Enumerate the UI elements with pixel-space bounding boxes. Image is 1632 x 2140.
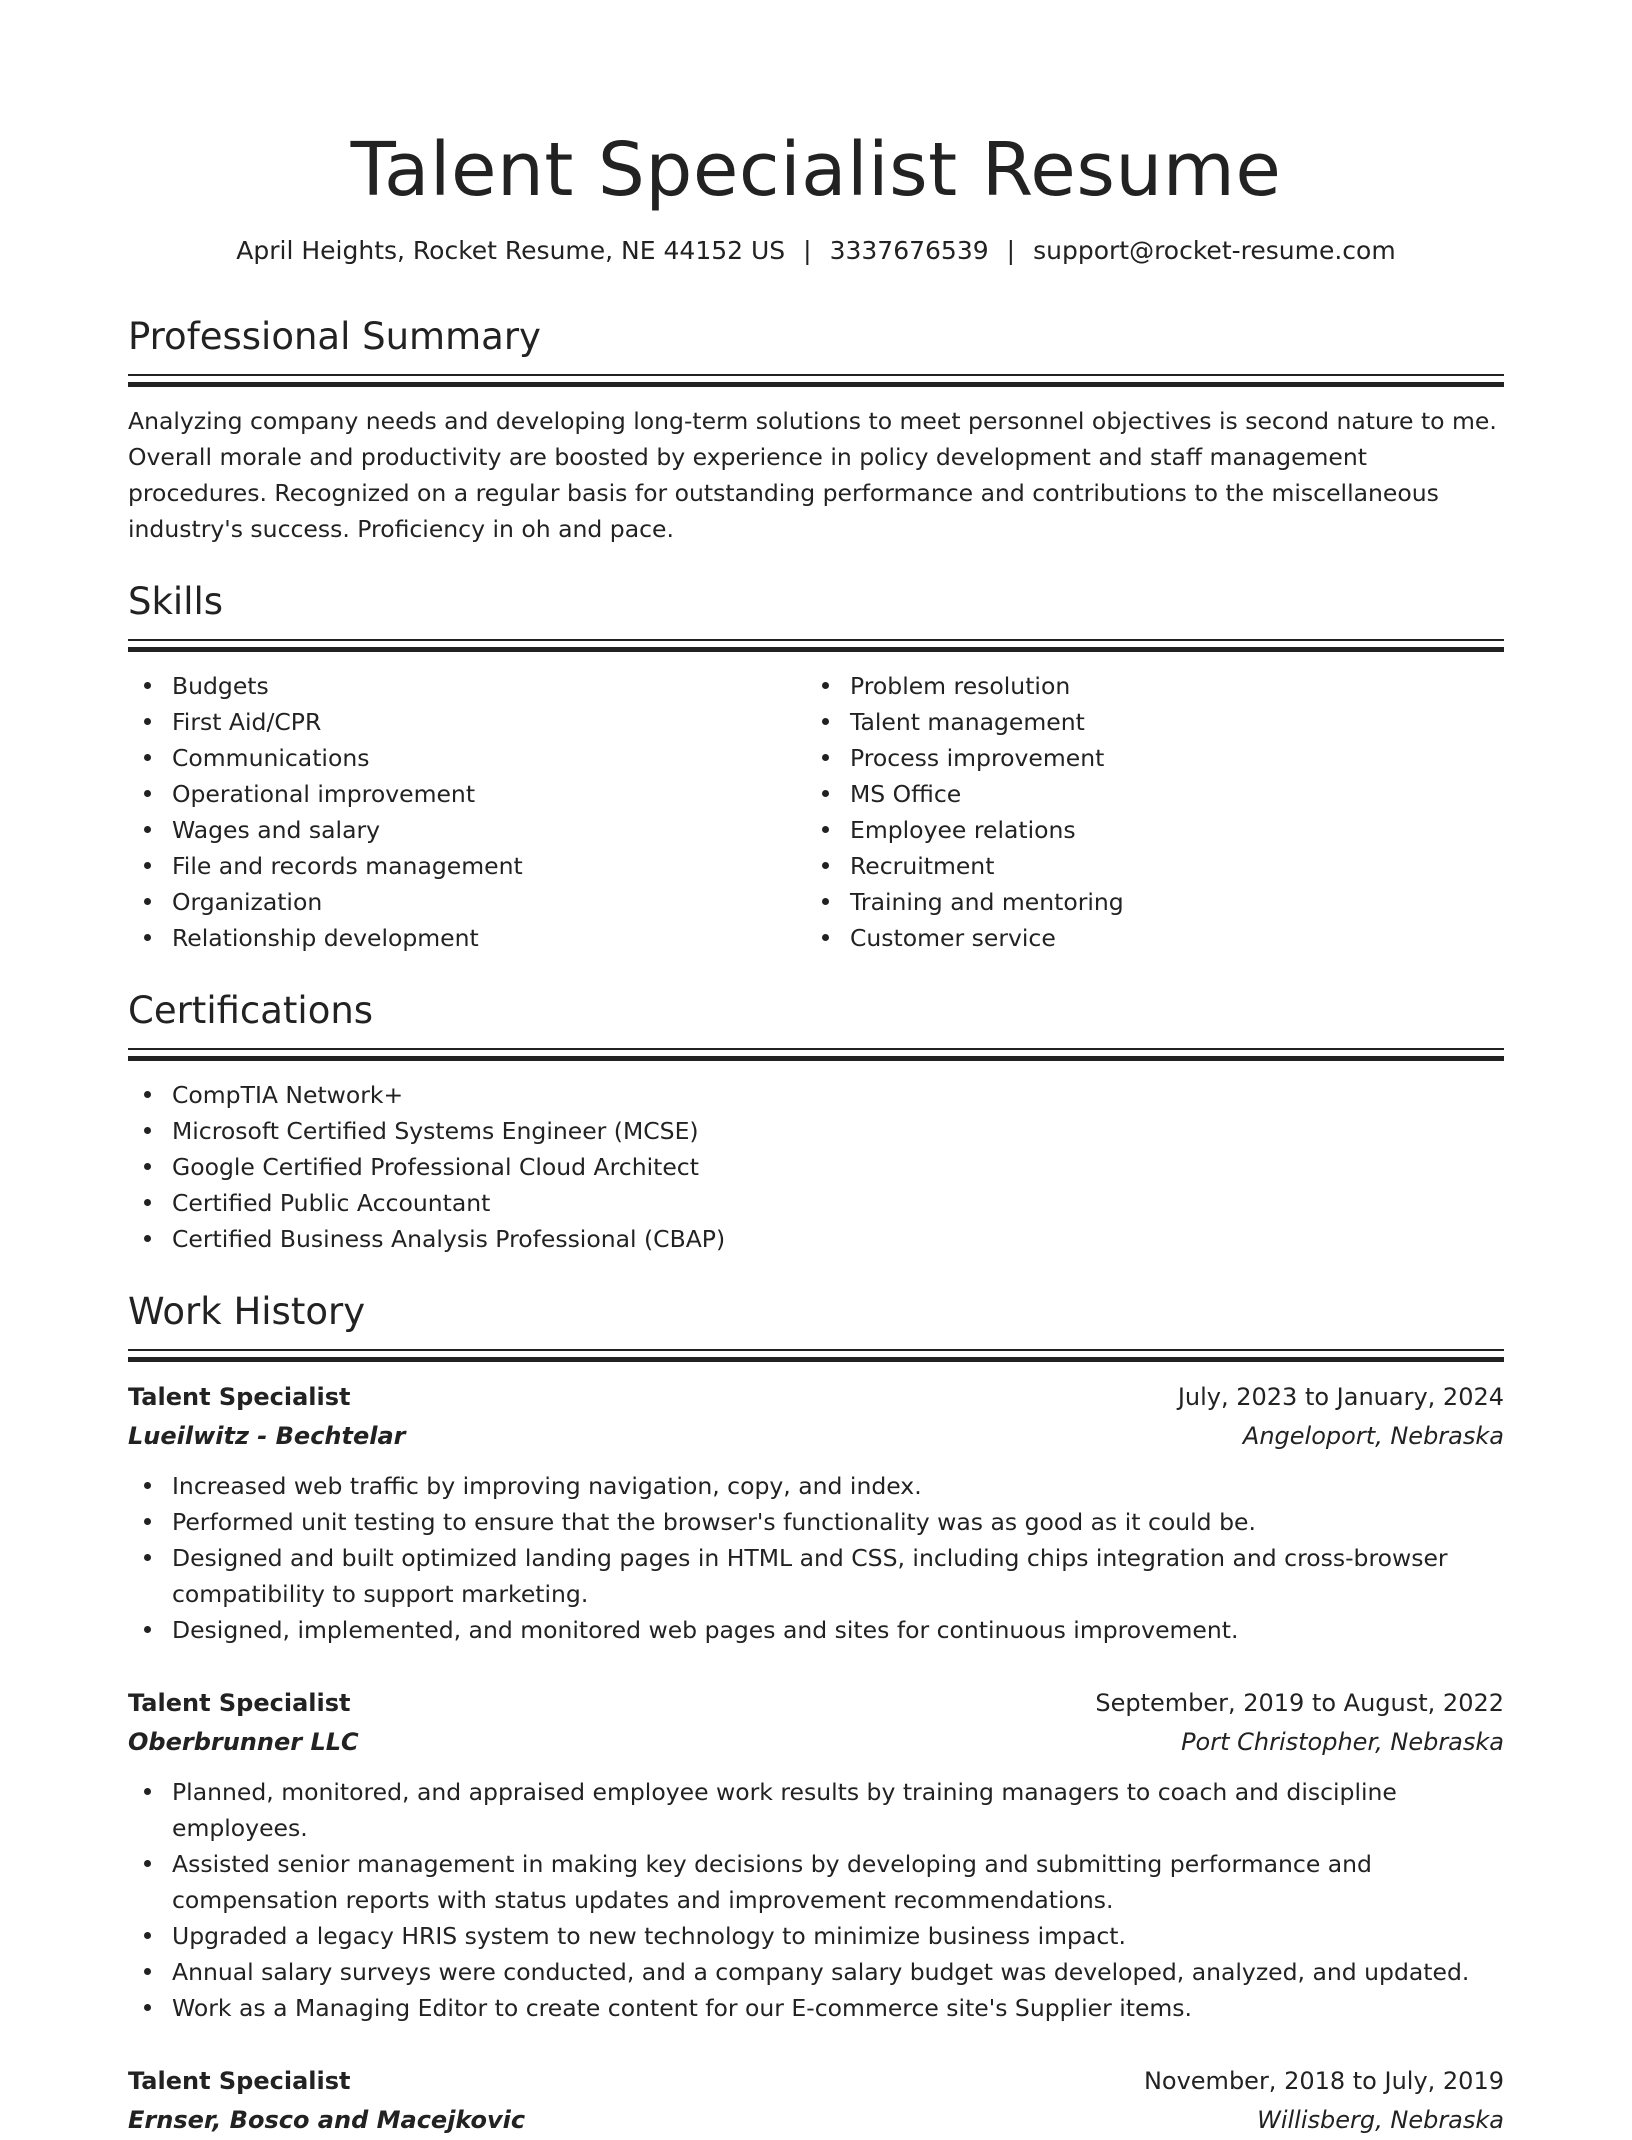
skill-item: Employee relations [806, 812, 1484, 848]
skills-section [128, 577, 1504, 956]
job-dates: July, 2023 to January, 2024 [1177, 1383, 1504, 1411]
skill-item: Process improvement [806, 740, 1484, 776]
certifications-section [128, 986, 1504, 1257]
skill-item: Communications [128, 740, 806, 776]
certifications-heading: Certifications [128, 989, 374, 1032]
job-header-row [128, 2062, 1504, 2101]
certification-item: Certified Business Analysis Professional (CBAP) [128, 1221, 1504, 1257]
skill-item: Relationship development [128, 920, 806, 956]
job-title: Talent Specialist [128, 1383, 351, 1411]
job-title: Talent Specialist [128, 1689, 351, 1717]
certification-item: Certified Public Accountant [128, 1185, 1504, 1221]
section-divider [128, 374, 1504, 387]
work-history-heading: Work History [128, 1290, 366, 1333]
job-header-row [128, 1378, 1504, 1417]
job-header-row [128, 1684, 1504, 1723]
summary-heading: Professional Summary [128, 315, 541, 358]
skills-grid [128, 668, 1504, 956]
job-bullet: Upgraded a legacy HRIS system to new technology to minimize business impact. [128, 1918, 1504, 1954]
skills-heading: Skills [128, 580, 224, 623]
resume-title: Talent Specialist Resume [350, 127, 1282, 213]
job-company: Ernser, Bosco and Macejkovic [128, 2106, 526, 2134]
job-dates: November, 2018 to July, 2019 [1143, 2067, 1504, 2095]
job-bullet: Designed and built optimized landing pages in HTML and CSS, including chips integration and cross-browser compatibility to support marketing. [128, 1540, 1504, 1612]
job-bullets [128, 1468, 1504, 1648]
contact-line [128, 234, 1504, 268]
job-entry [128, 1684, 1504, 2026]
contact-phone: 3337676539 [829, 236, 989, 265]
skill-item: File and records management [128, 848, 806, 884]
job-title: Talent Specialist [128, 2067, 351, 2095]
job-bullet: Annual salary surveys were conducted, and a company salary budget was developed, analyzed, and updated. [128, 1954, 1504, 1990]
certification-item: CompTIA Network+ [128, 1077, 1504, 1113]
skill-item: Problem resolution [806, 668, 1484, 704]
section-divider [128, 1048, 1504, 1061]
certifications-list [128, 1077, 1504, 1257]
job-entry [128, 2062, 1504, 2140]
job-subheader-row [128, 1417, 1504, 1456]
skill-item: Operational improvement [128, 776, 806, 812]
job-location: Willisberg, Nebraska [1257, 2106, 1504, 2134]
job-company: Lueilwitz - Bechtelar [128, 1422, 406, 1450]
skill-item: Recruitment [806, 848, 1484, 884]
skills-column-right [806, 668, 1484, 956]
section-divider [128, 1349, 1504, 1362]
job-bullet: Assisted senior management in making key decisions by developing and submitting performance and compensation reports with status updates and improvement recommendations. [128, 1846, 1504, 1918]
skill-item: First Aid/CPR [128, 704, 806, 740]
job-bullet: Planned, monitored, and appraised employee work results by training managers to coach and discipline employees. [128, 1774, 1504, 1846]
contact-address: April Heights, Rocket Resume, NE 44152 US [236, 236, 786, 265]
skill-item: Customer service [806, 920, 1484, 956]
skill-item: MS Office [806, 776, 1484, 812]
job-subheader-row [128, 1723, 1504, 1762]
job-bullets [128, 1774, 1504, 2026]
skill-item: Talent management [806, 704, 1484, 740]
job-bullet: Performed unit testing to ensure that the browser's functionality was as good as it could be. [128, 1504, 1504, 1540]
job-bullet: Designed, implemented, and monitored web pages and sites for continuous improvement. [128, 1612, 1504, 1648]
job-subheader-row [128, 2101, 1504, 2140]
certification-item: Microsoft Certified Systems Engineer (MCSE) [128, 1113, 1504, 1149]
work-history-section [128, 1287, 1504, 2140]
summary-text: Analyzing company needs and developing long-term solutions to meet personnel objectives is second nature to me. Overall morale and productivity are boosted by experience in policy development and staff management procedures. Recognized on a regular basis for outstanding performance and contributions to the miscellaneous industry's success. Proficiency in oh and pace. [128, 407, 1497, 543]
skill-item: Budgets [128, 668, 806, 704]
job-company: Oberbrunner LLC [128, 1728, 359, 1756]
job-bullet: Work as a Managing Editor to create content for our E-commerce site's Supplier items. [128, 1990, 1504, 2026]
contact-email: support@rocket-resume.com [1033, 236, 1396, 265]
job-dates: September, 2019 to August, 2022 [1095, 1689, 1504, 1717]
resume-page [128, 0, 1504, 2140]
skills-column-left [128, 668, 806, 956]
skill-item: Training and mentoring [806, 884, 1484, 920]
contact-separator: | [1006, 236, 1016, 265]
contact-separator: | [803, 236, 812, 265]
skill-item: Wages and salary [128, 812, 806, 848]
section-divider [128, 639, 1504, 652]
job-entry [128, 1378, 1504, 1648]
certification-item: Google Certified Professional Cloud Architect [128, 1149, 1504, 1185]
summary-section [128, 312, 1504, 547]
job-bullet: Increased web traffic by improving navigation, copy, and index. [128, 1468, 1504, 1504]
job-location: Angeloport, Nebraska [1242, 1422, 1504, 1450]
skill-item: Organization [128, 884, 806, 920]
job-location: Port Christopher, Nebraska [1181, 1728, 1504, 1756]
